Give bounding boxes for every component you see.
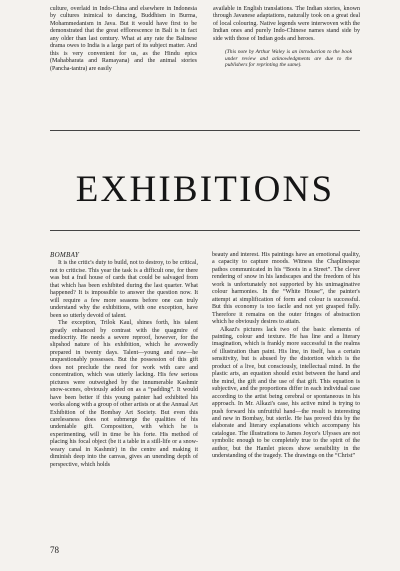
article-paragraph: beauty and interest. His paintings have an emotional quality, a capacity to capture moods. Witness the Chaplinesque pathos communicated in his “Boots in a Street”. The clever rendering of snow in his landscapes and the freedom of his work is unfortunately not supported by his unimaginative colour harmonies. In the “White House”, the painter's attempt at simplification of form and colour is successful. But this economy is too facile and not yet grasped fully. Therefore it remains on the outer fringes of abstraction which he obviously desires to attain. <box>212 252 360 326</box>
top-right-column <box>213 6 360 69</box>
bottom-right-column <box>212 252 360 461</box>
top-right-paragraph: available in English translations. The Indian stories, known through Javanese adaptations, naturally took on a great deal of local colouring. Native legends were interwoven with the Indian ones and purely Indo-Chinese names stand side by side with those of Indian gods and heroes. <box>213 6 360 42</box>
editor-note: (This note by Arthur Waley is an introduction to the book under review and acknowledgments are due to the publishers for reprinting the same). <box>225 49 352 69</box>
article-paragraph: The exception, Trilok Kaul, shines forth, his talent greatly enhanced by contrast with the quagmire of mediocrity. He needs a severe reproof, however, for the slipshod nature of his exhibition, which he avowedly prepared in twenty days. Talent—young and raw—he unquestionably possesses. But the possession of this gift does not preclude the need for work with care and concentration, which was utterly lacking. His few serious pictures were outweighed by the innumerable Kashmir snow-scenes, obviously added on as a “padding”. It would have been better if this young painter had exhibited his works along with a group of other artists or at the Annual Art Exhibition of the Bombay Art Society. But even this carelessness does not submerge the qualities of his undeniable gift. Composition, with which he is experimenting, will in time be his forte. His method of placing his focal object (be it a table in a still-life or a snow-weary canal in Kashmir) in the centre and making it diminish deep into the canvas, gives an unending depth of perspective, which holds <box>50 320 198 468</box>
top-divider <box>50 130 360 131</box>
article-paragraph: It is the critic's duty to build, not to destroy, to be critical, not to criticise. This year the task is a difficult one, for there was but a frail house of cards that could be salvaged from that which has been exhibited during the last quarter. What happened? It is impossible to answer the question now. It will require a few more seasons before one can truly understand why the exhibitions, with one exception, have been so utterly devoid of talent. <box>50 260 198 319</box>
article-paragraph: Alkazi's pictures lack two of the basic elements of painting, colour and texture. He has line and a literary imagination, which is frankly more successful in the realms of illustration than paint. His line, in itself, has a certain sensitivity, but is abused by the distortion which is the product of a live, but consciously, intellectual mind. In the plastic arts, an equation should exist between the hand and the mind, the gift and the use of that gift. This equation is subjective, and the proportions differ in each individual case according to the artist being cerebral or spontaneous in his approach. In Mr. Alkazi's case, his active mind is trying to push forward his unfruitful hand—the result is interesting and new in Bombay, but sterile. He has proved this by the elaborate and literary explanations which accompany his catalogue. The illustrations to James Joyce's Ulysses are not symbolic enough to be completely true to the spirit of the author, but the Hamlet pieces show sensibility in the understanding of the tragedy. The drawings on the “Christ” <box>212 326 360 460</box>
page-number: 78 <box>50 545 59 555</box>
section-heading: BOMBAY <box>50 251 80 259</box>
bottom-left-column <box>50 252 198 469</box>
top-left-column <box>50 6 197 73</box>
top-left-text: culture, overlaid in Indo-China and elsewhere in Indonesia by cultures inimical to dancing, Buddhism in Burma, Mohammedanism in Java. But it would have first to be demonstrated that the great efflorescence in Bali is in fact any older than last century. What at any rate the Balinese drama owes to India is a large part of its subject matter. And this is very convenient for us, as the Hindu epics (Mahabharata and Ramayana) and the animal stories (Pancha-tantra) are easily <box>50 6 197 72</box>
bottom-divider <box>50 230 360 231</box>
section-title: EXHIBITIONS <box>75 169 335 210</box>
